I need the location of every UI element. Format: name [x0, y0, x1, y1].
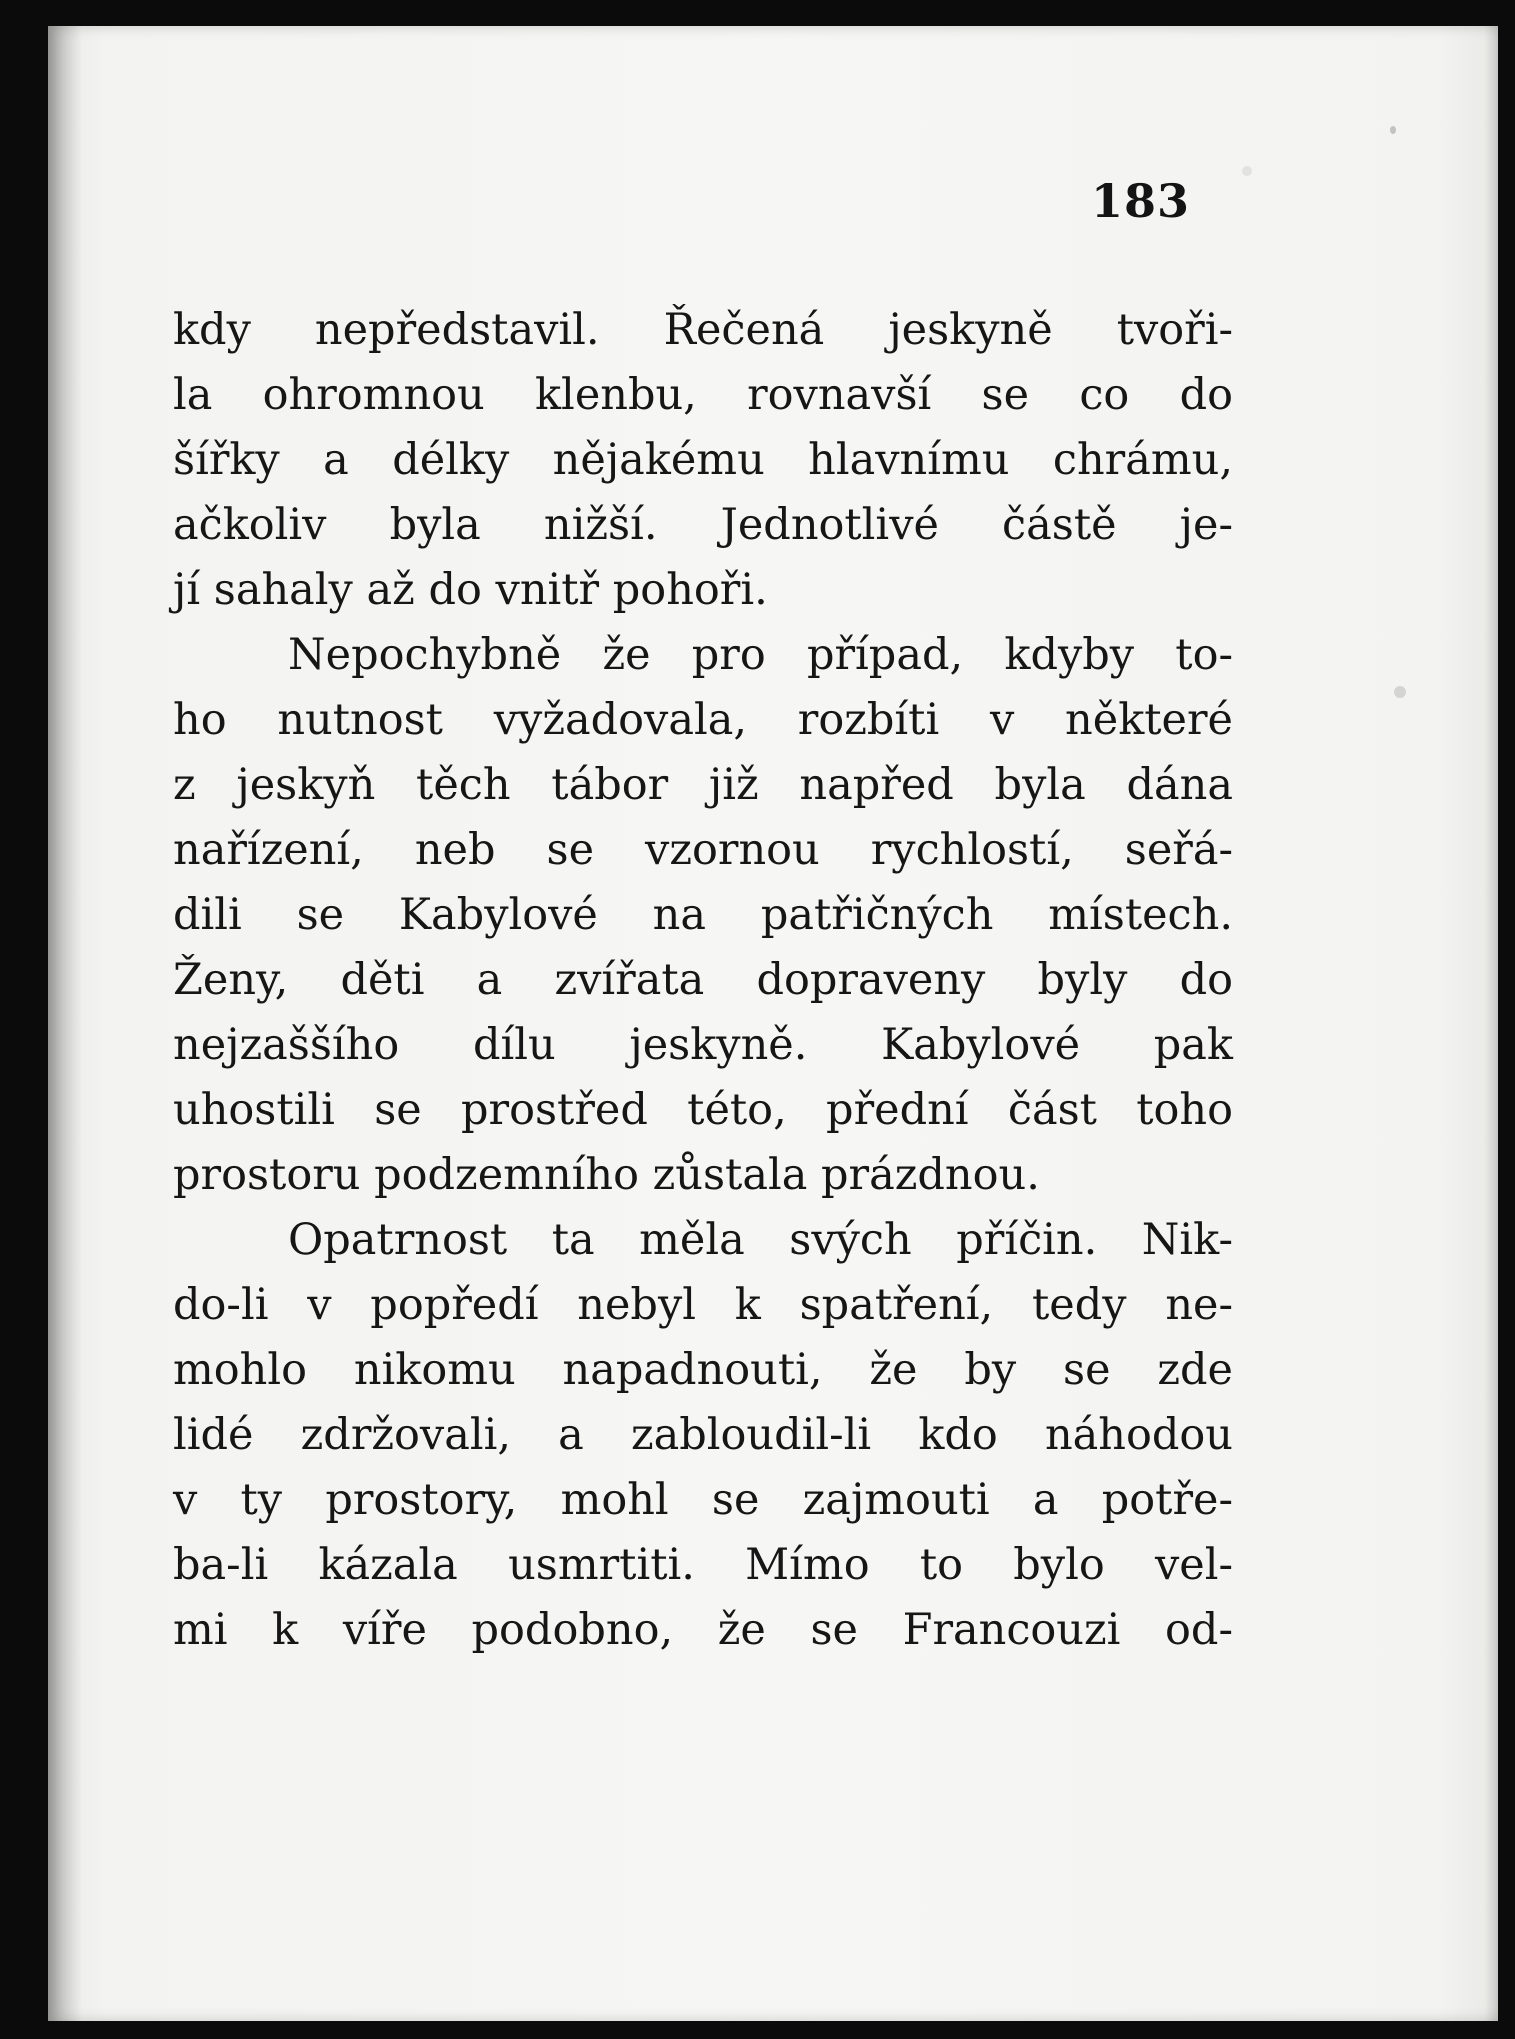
text-line: dili se Kabylové na patřičných místech. — [173, 890, 1233, 940]
text-line: ho nutnost vyžadovala, rozbíti v některé — [173, 695, 1233, 745]
body-text — [173, 298, 1233, 1663]
text-line: lidé zdržovali, a zabloudil-li kdo náhodou — [173, 1410, 1233, 1460]
page-edge-shadow — [1484, 26, 1498, 2021]
book-page — [48, 26, 1498, 2021]
spine-shadow — [48, 26, 82, 2021]
text-line: Opatrnost ta měla svých příčin. Nik- — [288, 1215, 1233, 1265]
paragraph — [173, 298, 1233, 623]
paragraph — [173, 623, 1233, 1208]
text-line: la ohromnou klenbu, rovnavší se co do — [173, 370, 1233, 420]
text-line: nařízení, neb se vzornou rychlostí, seřá- — [173, 825, 1233, 875]
text-line: do-li v popředí nebyl k spatření, tedy ne- — [173, 1280, 1233, 1330]
text-line: mohlo nikomu napadnouti, že by se zde — [173, 1345, 1233, 1395]
text-line: šířky a délky nějakému hlavnímu chrámu, — [173, 435, 1233, 485]
text-line: kdy nepředstavil. Řečená jeskyně tvoři- — [173, 305, 1233, 355]
text-line: nejzaššího dílu jeskyně. Kabylové pak — [173, 1020, 1233, 1070]
text-line: uhostili se prostřed této, přední část toho — [173, 1085, 1233, 1135]
text-line: mi k víře podobno, že se Francouzi od- — [173, 1605, 1233, 1655]
paper-speck — [1242, 166, 1252, 176]
paper-speck — [1390, 126, 1396, 134]
page-number: 183 — [1090, 174, 1190, 228]
text-line: v ty prostory, mohl se zajmouti a potře- — [173, 1475, 1233, 1525]
paper-speck — [1394, 686, 1406, 698]
text-line: prostoru podzemního zůstala prázdnou. — [173, 1150, 1040, 1200]
text-line: jí sahaly až do vnitř pohoři. — [173, 565, 768, 615]
text-line: Nepochybně že pro případ, kdyby to- — [288, 630, 1233, 680]
text-line: z jeskyň těch tábor již napřed byla dána — [173, 760, 1233, 810]
text-line: ba-li kázala usmrtiti. Mímo to bylo vel- — [173, 1540, 1233, 1590]
text-line: Ženy, děti a zvířata dopraveny byly do — [173, 955, 1233, 1005]
paragraph — [173, 1208, 1233, 1663]
text-line: ačkoliv byla nižší. Jednotlivé částě je- — [173, 500, 1233, 550]
